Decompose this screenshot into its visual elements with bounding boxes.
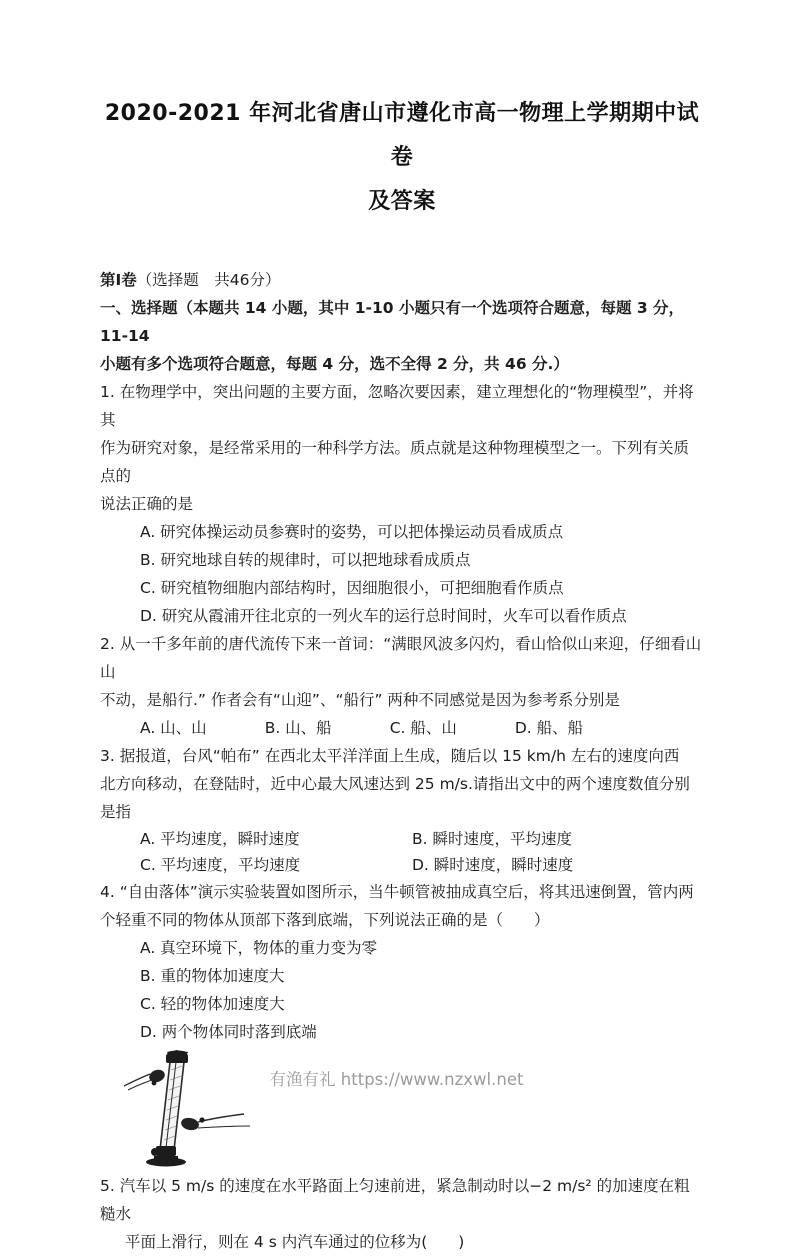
- question-1-stem-line: 1. 在物理学中，突出问题的主要方面，忽略次要因素，建立理想化的“物理模型”，并将其: [100, 383, 694, 429]
- question-1-option-d: D. 研究从霞浦开往北京的一列火车的运行总时间时，火车可以看作质点: [140, 607, 627, 625]
- question-2-stem-line: 不动，是船行.” 作者会有“山迎”、“船行” 两种不同感觉是因为参考系分别是: [100, 691, 620, 709]
- question-3: [100, 742, 704, 878]
- question-5-stem-line: 5. 汽车以 5 m/s 的速度在水平路面上匀速前进，紧急制动时以−2 m/s² 的加速度在粗糙水: [100, 1177, 690, 1223]
- question-2-option-c: C. 船、山: [389, 719, 457, 737]
- volume-subtitle: （选择题 共46分）: [136, 271, 281, 289]
- instructions-line2: 小题有多个选项符合题意，每题 4 分，选不全得 2 分，共 46 分.）: [100, 355, 569, 373]
- question-1-option-a: A. 研究体操运动员参赛时的姿势，可以把体操运动员看成质点: [140, 523, 564, 541]
- question-3-option-c: C. 平均速度，平均速度: [140, 856, 301, 874]
- question-1-option-c: C. 研究植物细胞内部结构时，因细胞很小，可把细胞看作质点: [140, 579, 564, 597]
- question-4-option-a: A. 真空环境下，物体的重力变为零: [140, 939, 378, 957]
- question-3-stem-line: 北方向移动，在登陆时，近中心最大风速达到 25 m/s.请指出文中的两个速度数值分别是指: [100, 775, 690, 821]
- page-title-line2: 及答案: [368, 189, 436, 214]
- question-4: [100, 878, 704, 1046]
- question-3-option-d: D. 瞬时速度，瞬时速度: [412, 856, 574, 874]
- volume-label: 第Ⅰ卷: [100, 271, 137, 289]
- question-2: [100, 630, 704, 742]
- section-instructions: [100, 294, 704, 378]
- question-5: [100, 1172, 704, 1256]
- volume-heading: [100, 266, 704, 294]
- page-title: [100, 92, 704, 224]
- question-2-options: [100, 714, 704, 742]
- page-title-line1: 2020-2021 年河北省唐山市遵化市高一物理上学期期中试卷: [104, 101, 700, 170]
- question-3-options: [100, 826, 704, 878]
- question-3-stem-line: 3. 据报道，台风“帕布” 在西北太平洋洋面上生成，随后以 15 km/h 左右的速度向西: [100, 747, 680, 765]
- question-1-stem-line: 说法正确的是: [100, 495, 194, 513]
- question-1-stem-line: 作为研究对象，是经常采用的一种科学方法。质点就是这种物理模型之一。下列有关质点的: [100, 439, 690, 485]
- footer-watermark: 有渔有礼 https://www.nzxwl.net: [269, 1070, 524, 1089]
- question-2-option-a: A. 山、山: [140, 719, 207, 737]
- question-2-option-d: D. 船、船: [514, 719, 584, 737]
- question-4-stem-line: 个轻重不同的物体从顶部下落到底端，下列说法正确的是（ ）: [100, 911, 550, 929]
- question-3-option-a: A. 平均速度，瞬时速度: [140, 830, 300, 848]
- question-5-stem-line: 平面上滑行，则在 4 s 内汽车通过的位移为( ): [125, 1233, 465, 1251]
- question-4-option-d: D. 两个物体同时落到底端: [140, 1023, 317, 1041]
- question-4-stem-line: 4. “自由落体”演示实验装置如图所示，当牛顿管被抽成真空后，将其迅速倒置，管内两: [100, 883, 694, 901]
- question-4-option-b: B. 重的物体加速度大: [140, 967, 285, 985]
- question-4-option-c: C. 轻的物体加速度大: [140, 995, 285, 1013]
- question-3-option-b: B. 瞬时速度，平均速度: [412, 830, 572, 848]
- question-1-option-b: B. 研究地球自转的规律时，可以把地球看成质点: [140, 551, 471, 569]
- instructions-line1: 一、选择题（本题共 14 小题，其中 1-10 小题只有一个选项符合题意，每题 3 分， 11-14: [100, 299, 685, 345]
- question-2-option-b: B. 山、船: [264, 719, 332, 737]
- question-2-stem-line: 2. 从一千多年前的唐代流传下来一首词：“满眼风波多闪灼，看山恰似山来迎，仔细看山山: [100, 635, 702, 681]
- question-1: [100, 378, 704, 630]
